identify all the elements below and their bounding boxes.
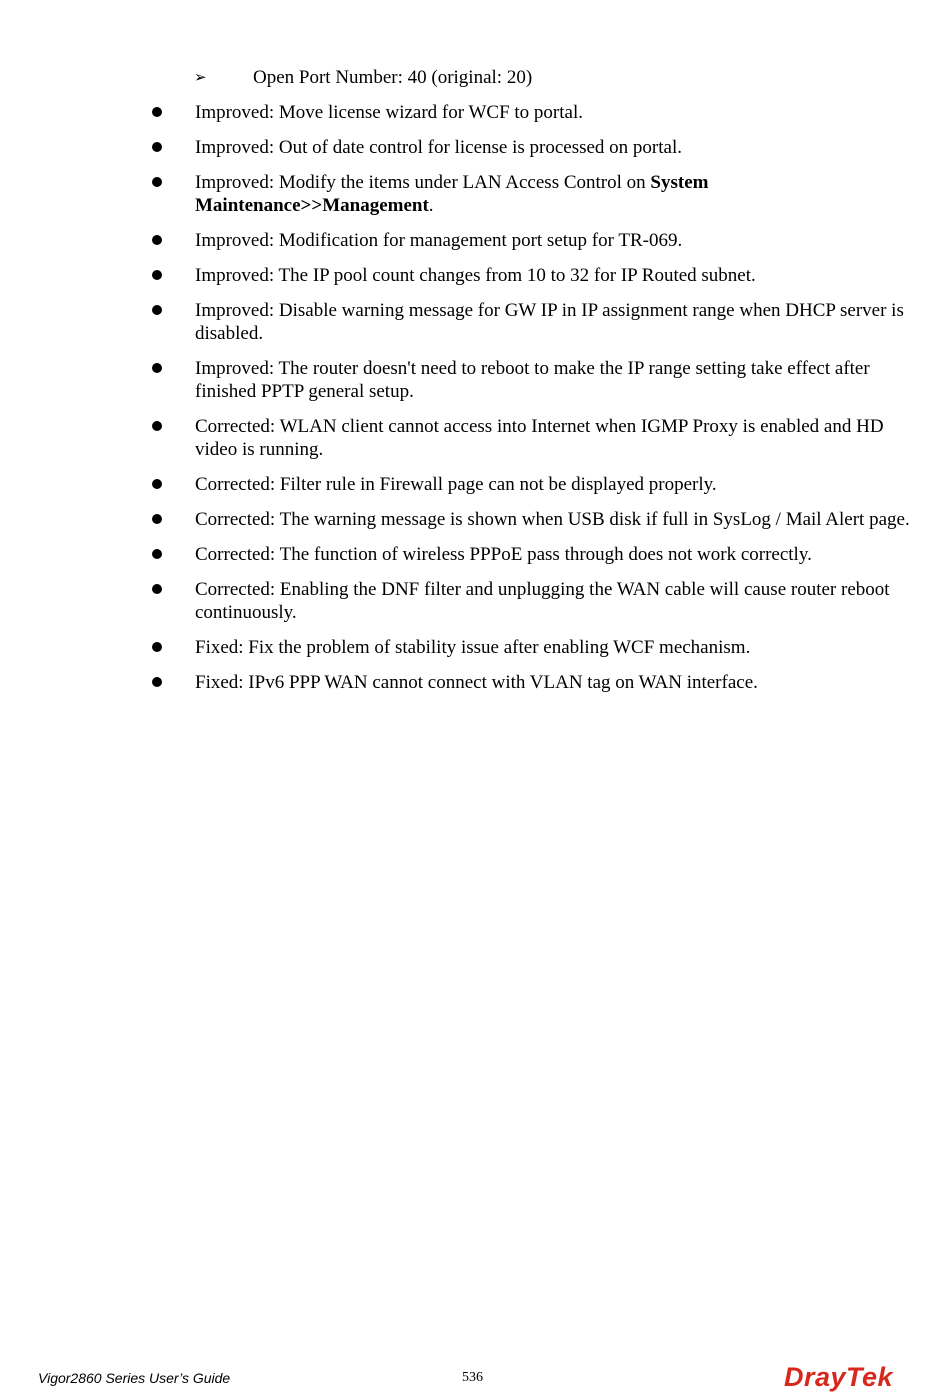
list-item-text: Improved: Disable warning message for GW IP in IP assignment range when DHCP server is disabled. [195,300,904,344]
bullet-icon [152,549,162,559]
list-item-text: Corrected: The warning message is shown when USB disk if full in SysLog / Mail Alert page. [195,509,910,530]
list-item-text: Improved: Out of date control for license is processed on portal. [195,137,682,158]
list-item-text: Corrected: The function of wireless PPPoE pass through does not work correctly. [195,544,812,565]
list-item [150,415,915,461]
footer-guide-title: Vigor2860 Series User’s Guide [38,1370,231,1386]
list-item [150,578,915,624]
bullet-icon [152,514,162,524]
list-item [150,136,915,159]
list-item-text: Improved: Move license wizard for WCF to portal. [195,102,583,123]
sub-list-item-text: Open Port Number: 40 (original: 20) [253,67,533,88]
list-item [150,543,915,566]
list-item [150,508,915,531]
logo-text-part1: Dray [784,1362,847,1392]
list-item [150,636,915,659]
list-item [150,473,915,496]
menu-path: System Maintenance>>Management [195,172,709,216]
arrow-bullet-icon: ➢ [194,68,207,86]
list-item-text: Fixed: IPv6 PPP WAN cannot connect with VLAN tag on WAN interface. [195,672,758,693]
page-number: 536 [462,1370,483,1385]
bullet-icon [152,305,162,315]
list-item [150,299,915,345]
list-item [150,264,915,287]
bullet-icon [152,107,162,117]
list-item [150,171,915,217]
list-item [150,101,915,124]
bullet-icon [152,363,162,373]
list-item-text: Improved: The router doesn't need to reboot to make the IP range setting take effect after finished PPTP general setup. [195,358,870,402]
list-item-text: Improved: The IP pool count changes from 10 to 32 for IP Routed subnet. [195,265,756,286]
bullet-icon [152,584,162,594]
bullet-list [150,101,915,706]
bullet-icon [152,177,162,187]
list-item-text: Fixed: Fix the problem of stability issue after enabling WCF mechanism. [195,637,751,658]
sub-list-item [194,66,532,89]
bullet-icon [152,479,162,489]
list-item [150,671,915,694]
logo-text-part2: Tek [846,1362,894,1392]
list-item [150,229,915,252]
list-item-text: Corrected: WLAN client cannot access into Internet when IGMP Proxy is enabled and HD video is running. [195,416,884,460]
draytek-logo [784,1362,893,1392]
bullet-icon [152,270,162,280]
list-item-text-prefix: Improved: Modify the items under LAN Access Control on [195,172,651,193]
bullet-icon [152,677,162,687]
bullet-icon [152,235,162,245]
list-item-text: Corrected: Enabling the DNF filter and unplugging the WAN cable will cause router reboot continuously. [195,579,890,623]
bullet-icon [152,421,162,431]
list-item-text-suffix: . [428,195,434,216]
list-item-text: Corrected: Filter rule in Firewall page can not be displayed properly. [195,474,717,495]
list-item [150,357,915,403]
bullet-icon [152,642,162,652]
list-item-text: Improved: Modification for management port setup for TR-069. [195,230,683,251]
bullet-icon [152,142,162,152]
